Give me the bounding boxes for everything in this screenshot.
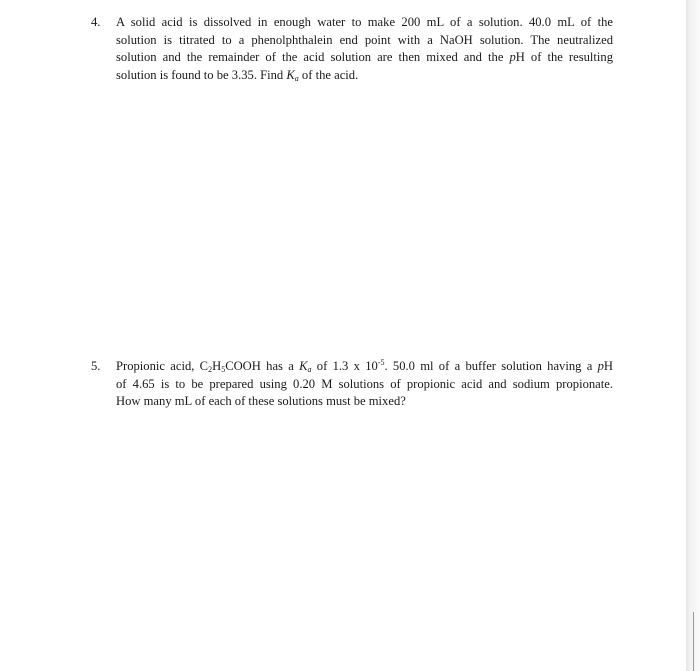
problem-number: 4.: [91, 15, 101, 29]
problem-number: 5.: [91, 359, 101, 373]
problem-line: solution and the remainder of the acid solution are then mixed and the pH of the resulting: [116, 50, 613, 64]
problem-line: solution is titrated to a phenolphthalein end point with a NaOH solution. The neutralized: [116, 32, 613, 47]
formula-subscript: 2: [208, 365, 213, 374]
problem-line: of 4.65 is to be prepared using 0.20 M solutions of propionic acid and sodium propionate.: [116, 376, 613, 391]
problem-line: A solid acid is dissolved in enough water to make 200 mL of a solution. 40.0 mL of the: [116, 15, 613, 29]
ph-symbol: p: [509, 50, 516, 64]
exponent: -5: [377, 358, 385, 367]
ka-symbol: $K_a$: [299, 359, 312, 374]
formula-subscript: 5: [221, 365, 226, 374]
problem-text: [116, 14, 613, 84]
problem-line: How many mL of each of these solutions must be mixed?: [116, 394, 406, 408]
problem-line: Propionic acid, $C_2H_5COOH$ has a $K_a$ of 1.3 x $10^{-5}$. 50.0 ml of a buffer solution having a pH: [116, 358, 614, 374]
ph-symbol: p: [597, 359, 604, 373]
problem-5: [91, 358, 613, 411]
ka-symbol: $K_a$: [286, 67, 299, 83]
problem-line: solution is found to be 3.35. Find $K_a$ of the acid.: [116, 67, 359, 83]
problem-4: [91, 14, 613, 84]
page-edge-shadow: [686, 0, 700, 671]
page-edge-line: [693, 612, 694, 671]
problem-text: [116, 358, 613, 411]
